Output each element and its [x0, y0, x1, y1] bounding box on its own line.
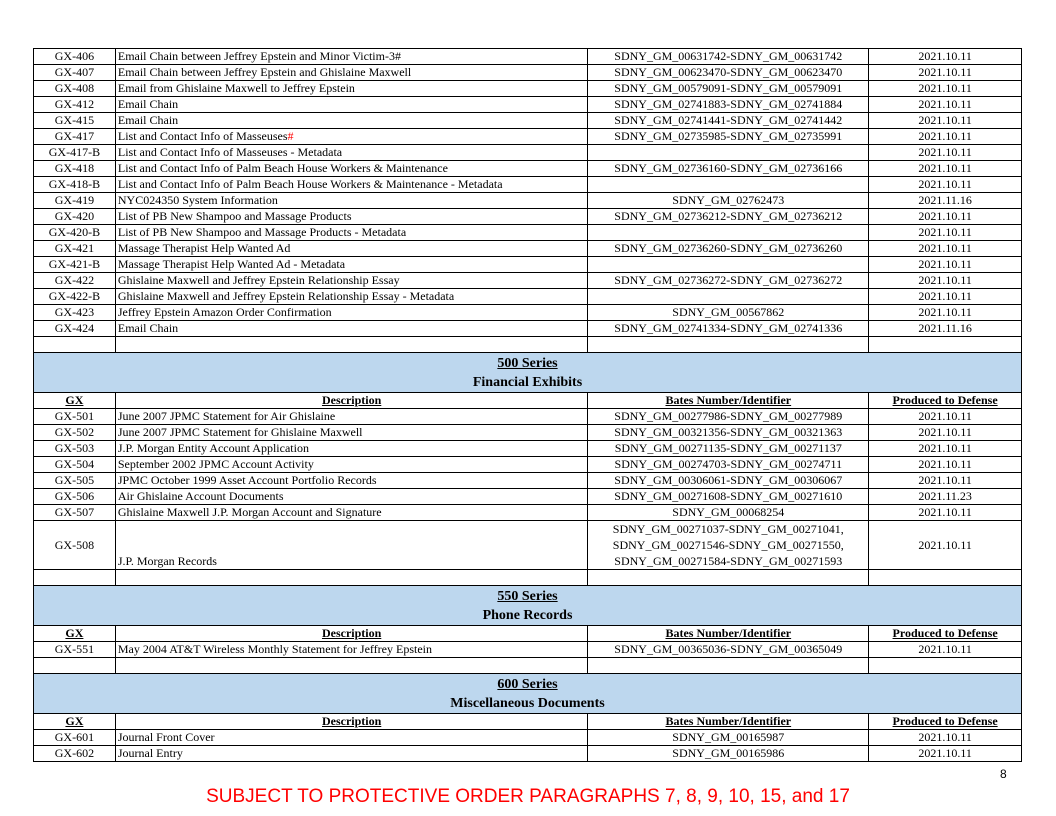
bates-number: SDNY_GM_02736260-SDNY_GM_02736260	[588, 241, 869, 257]
column-header-description: Description	[115, 714, 588, 730]
description: Air Ghislaine Account Documents	[115, 489, 588, 505]
bates-number: SDNY_GM_00274703-SDNY_GM_00274711	[588, 457, 869, 473]
gx-number: GX-501	[34, 409, 116, 425]
produced-date: 2021.10.11	[869, 746, 1022, 762]
column-header-produced: Produced to Defense	[869, 626, 1022, 642]
section-title: Miscellaneous Documents	[450, 695, 605, 711]
empty-cell	[115, 658, 588, 674]
table-row	[34, 473, 1022, 489]
gx-number: GX-420	[34, 209, 116, 225]
table-row	[34, 273, 1022, 289]
description: Journal Front Cover	[115, 730, 588, 746]
bates-number: SDNY_GM_00579091-SDNY_GM_00579091	[588, 81, 869, 97]
table-row	[34, 113, 1022, 129]
gx-number: GX-551	[34, 642, 116, 658]
page-number: 8	[1000, 767, 1007, 781]
section-title-cell	[34, 674, 1022, 714]
table-row	[34, 642, 1022, 658]
blank-row	[34, 337, 1022, 353]
produced-date: 2021.10.11	[869, 177, 1022, 193]
produced-date: 2021.11.23	[869, 489, 1022, 505]
bates-number: SDNY_GM_00306061-SDNY_GM_00306067	[588, 473, 869, 489]
produced-date: 2021.11.16	[869, 193, 1022, 209]
column-header-produced: Produced to Defense	[869, 714, 1022, 730]
produced-date: 2021.10.11	[869, 273, 1022, 289]
description: June 2007 JPMC Statement for Air Ghislaine	[115, 409, 588, 425]
description: Ghislaine Maxwell and Jeffrey Epstein Relationship Essay - Metadata	[115, 289, 588, 305]
empty-cell	[34, 570, 116, 586]
description: Email Chain between Jeffrey Epstein and Minor Victim-3#	[115, 49, 588, 65]
bates-line: SDNY_GM_00271546-SDNY_GM_00271550,	[612, 538, 844, 552]
description: Email Chain	[115, 321, 588, 337]
description: Massage Therapist Help Wanted Ad - Metadata	[115, 257, 588, 273]
bates-number: SDNY_GM_02762473	[588, 193, 869, 209]
description: June 2007 JPMC Statement for Ghislaine Maxwell	[115, 425, 588, 441]
section-title-cell	[34, 586, 1022, 626]
bates-number: SDNY_GM_02735985-SDNY_GM_02735991	[588, 129, 869, 145]
gx-number: GX-505	[34, 473, 116, 489]
bates-number: SDNY_GM_00271135-SDNY_GM_00271137	[588, 441, 869, 457]
description: Massage Therapist Help Wanted Ad	[115, 241, 588, 257]
description: List of PB New Shampoo and Massage Products - Metadata	[115, 225, 588, 241]
series-label: 500 Series	[497, 355, 558, 371]
bates-line: SDNY_GM_00271037-SDNY_GM_00271041,	[612, 522, 844, 536]
produced-date: 2021.10.11	[869, 642, 1022, 658]
column-header-produced: Produced to Defense	[869, 393, 1022, 409]
description: J.P. Morgan Entity Account Application	[115, 441, 588, 457]
bates-number: SDNY_GM_00321356-SDNY_GM_00321363	[588, 425, 869, 441]
produced-date: 2021.10.11	[869, 305, 1022, 321]
description: NYC024350 System Information	[115, 193, 588, 209]
bates-line: SDNY_GM_00271584-SDNY_GM_00271593	[614, 554, 843, 568]
produced-date: 2021.10.11	[869, 521, 1022, 570]
column-header-row	[34, 626, 1022, 642]
description: Ghislaine Maxwell J.P. Morgan Account and Signature	[115, 505, 588, 521]
empty-cell	[869, 337, 1022, 353]
empty-cell	[869, 570, 1022, 586]
column-header-bates: Bates Number/Identifier	[588, 393, 869, 409]
gx-number: GX-412	[34, 97, 116, 113]
red-mark: #	[287, 129, 294, 143]
table-row	[34, 289, 1022, 305]
gx-number: GX-506	[34, 489, 116, 505]
description	[115, 129, 588, 145]
bates-number: SDNY_GM_02741883-SDNY_GM_02741884	[588, 97, 869, 113]
table-row	[34, 241, 1022, 257]
gx-number: GX-407	[34, 65, 116, 81]
empty-cell	[588, 658, 869, 674]
bates-number: SDNY_GM_02736212-SDNY_GM_02736212	[588, 209, 869, 225]
column-header-gx: GX	[34, 626, 116, 642]
empty-cell	[869, 658, 1022, 674]
produced-date: 2021.10.11	[869, 97, 1022, 113]
gx-number: GX-421	[34, 241, 116, 257]
produced-date: 2021.10.11	[869, 505, 1022, 521]
column-header-row	[34, 393, 1022, 409]
produced-date: 2021.11.16	[869, 321, 1022, 337]
bates-number	[588, 521, 869, 570]
gx-number: GX-406	[34, 49, 116, 65]
table-row	[34, 209, 1022, 225]
produced-date: 2021.10.11	[869, 49, 1022, 65]
produced-date: 2021.10.11	[869, 425, 1022, 441]
description-text: List and Contact Info of Masseuses	[117, 129, 288, 143]
bates-number: SDNY_GM_00068254	[588, 505, 869, 521]
column-header-gx: GX	[34, 393, 116, 409]
table-row	[34, 177, 1022, 193]
description: List and Contact Info of Masseuses - Metadata	[115, 145, 588, 161]
description: Email Chain between Jeffrey Epstein and Ghislaine Maxwell	[115, 65, 588, 81]
produced-date: 2021.10.11	[869, 65, 1022, 81]
table-row	[34, 409, 1022, 425]
table-row	[34, 521, 1022, 570]
empty-cell	[34, 337, 116, 353]
description: Email Chain	[115, 97, 588, 113]
column-header-description: Description	[115, 626, 588, 642]
description: Journal Entry	[115, 746, 588, 762]
bates-number: SDNY_GM_00277986-SDNY_GM_00277989	[588, 409, 869, 425]
produced-date: 2021.10.11	[869, 730, 1022, 746]
table-row	[34, 505, 1022, 521]
description: Email Chain	[115, 113, 588, 129]
gx-number: GX-424	[34, 321, 116, 337]
table-row	[34, 441, 1022, 457]
gx-number: GX-502	[34, 425, 116, 441]
blank-row	[34, 570, 1022, 586]
table-row	[34, 129, 1022, 145]
produced-date: 2021.10.11	[869, 81, 1022, 97]
bates-number: SDNY_GM_02736272-SDNY_GM_02736272	[588, 273, 869, 289]
description: May 2004 AT&T Wireless Monthly Statement for Jeffrey Epstein	[115, 642, 588, 658]
bates-number	[588, 145, 869, 161]
blank-row	[34, 658, 1022, 674]
table-row	[34, 425, 1022, 441]
table-row	[34, 97, 1022, 113]
gx-number: GX-421-B	[34, 257, 116, 273]
gx-number: GX-508	[34, 521, 116, 570]
produced-date: 2021.10.11	[869, 209, 1022, 225]
bates-number: SDNY_GM_02741441-SDNY_GM_02741442	[588, 113, 869, 129]
gx-number: GX-504	[34, 457, 116, 473]
bates-number: SDNY_GM_00631742-SDNY_GM_00631742	[588, 49, 869, 65]
column-header-bates: Bates Number/Identifier	[588, 714, 869, 730]
series-label: 550 Series	[497, 588, 558, 604]
bates-number	[588, 289, 869, 305]
bates-number: SDNY_GM_00365036-SDNY_GM_00365049	[588, 642, 869, 658]
produced-date: 2021.10.11	[869, 129, 1022, 145]
empty-cell	[588, 337, 869, 353]
gx-number: GX-417-B	[34, 145, 116, 161]
bates-number	[588, 225, 869, 241]
table-row	[34, 145, 1022, 161]
produced-date: 2021.10.11	[869, 457, 1022, 473]
description: Jeffrey Epstein Amazon Order Confirmation	[115, 305, 588, 321]
produced-date: 2021.10.11	[869, 225, 1022, 241]
gx-number: GX-507	[34, 505, 116, 521]
empty-cell	[34, 658, 116, 674]
produced-date: 2021.10.11	[869, 257, 1022, 273]
gx-number: GX-601	[34, 730, 116, 746]
bates-number: SDNY_GM_02736160-SDNY_GM_02736166	[588, 161, 869, 177]
column-header-description: Description	[115, 393, 588, 409]
gx-number: GX-415	[34, 113, 116, 129]
column-header-row	[34, 714, 1022, 730]
table-row	[34, 321, 1022, 337]
table-row	[34, 489, 1022, 505]
gx-number: GX-602	[34, 746, 116, 762]
bates-number: SDNY_GM_00165987	[588, 730, 869, 746]
section-header	[34, 674, 1022, 714]
table-row	[34, 225, 1022, 241]
produced-date: 2021.10.11	[869, 145, 1022, 161]
series-label: 600 Series	[497, 676, 558, 692]
gx-number: GX-422	[34, 273, 116, 289]
produced-date: 2021.10.11	[869, 441, 1022, 457]
gx-number: GX-417	[34, 129, 116, 145]
gx-number: GX-420-B	[34, 225, 116, 241]
description: September 2002 JPMC Account Activity	[115, 457, 588, 473]
gx-number: GX-423	[34, 305, 116, 321]
exhibit-list-table	[33, 48, 1022, 762]
gx-number: GX-503	[34, 441, 116, 457]
section-title: Financial Exhibits	[472, 374, 583, 390]
produced-date: 2021.10.11	[869, 113, 1022, 129]
table-row	[34, 161, 1022, 177]
bates-number: SDNY_GM_00623470-SDNY_GM_00623470	[588, 65, 869, 81]
produced-date: 2021.10.11	[869, 241, 1022, 257]
bates-number: SDNY_GM_02741334-SDNY_GM_02741336	[588, 321, 869, 337]
produced-date: 2021.10.11	[869, 161, 1022, 177]
gx-number: GX-408	[34, 81, 116, 97]
table-row	[34, 49, 1022, 65]
table-row	[34, 81, 1022, 97]
table-row	[34, 257, 1022, 273]
section-title: Phone Records	[482, 607, 573, 623]
description: List and Contact Info of Palm Beach House Workers & Maintenance	[115, 161, 588, 177]
column-header-gx: GX	[34, 714, 116, 730]
gx-number: GX-418-B	[34, 177, 116, 193]
produced-date: 2021.10.11	[869, 289, 1022, 305]
section-header	[34, 586, 1022, 626]
bates-number	[588, 257, 869, 273]
empty-cell	[115, 570, 588, 586]
produced-date: 2021.10.11	[869, 409, 1022, 425]
description: JPMC October 1999 Asset Account Portfolio Records	[115, 473, 588, 489]
bates-number: SDNY_GM_00165986	[588, 746, 869, 762]
column-header-bates: Bates Number/Identifier	[588, 626, 869, 642]
description: J.P. Morgan Records	[115, 521, 588, 570]
table-row	[34, 65, 1022, 81]
bates-number	[588, 177, 869, 193]
produced-date: 2021.10.11	[869, 473, 1022, 489]
gx-number: GX-422-B	[34, 289, 116, 305]
table-row	[34, 730, 1022, 746]
gx-number: GX-418	[34, 161, 116, 177]
description: List of PB New Shampoo and Massage Products	[115, 209, 588, 225]
section-title-cell	[34, 353, 1022, 393]
protective-order-footer: SUBJECT TO PROTECTIVE ORDER PARAGRAPHS 7, 8, 9, 10, 15, and 17	[206, 786, 850, 807]
table-row	[34, 305, 1022, 321]
bates-number: SDNY_GM_00567862	[588, 305, 869, 321]
table-row	[34, 746, 1022, 762]
empty-cell	[588, 570, 869, 586]
gx-number: GX-419	[34, 193, 116, 209]
table-row	[34, 193, 1022, 209]
description: Ghislaine Maxwell and Jeffrey Epstein Relationship Essay	[115, 273, 588, 289]
description: Email from Ghislaine Maxwell to Jeffrey Epstein	[115, 81, 588, 97]
description: List and Contact Info of Palm Beach House Workers & Maintenance - Metadata	[115, 177, 588, 193]
bates-number: SDNY_GM_00271608-SDNY_GM_00271610	[588, 489, 869, 505]
table-row	[34, 457, 1022, 473]
empty-cell	[115, 337, 588, 353]
section-header	[34, 353, 1022, 393]
